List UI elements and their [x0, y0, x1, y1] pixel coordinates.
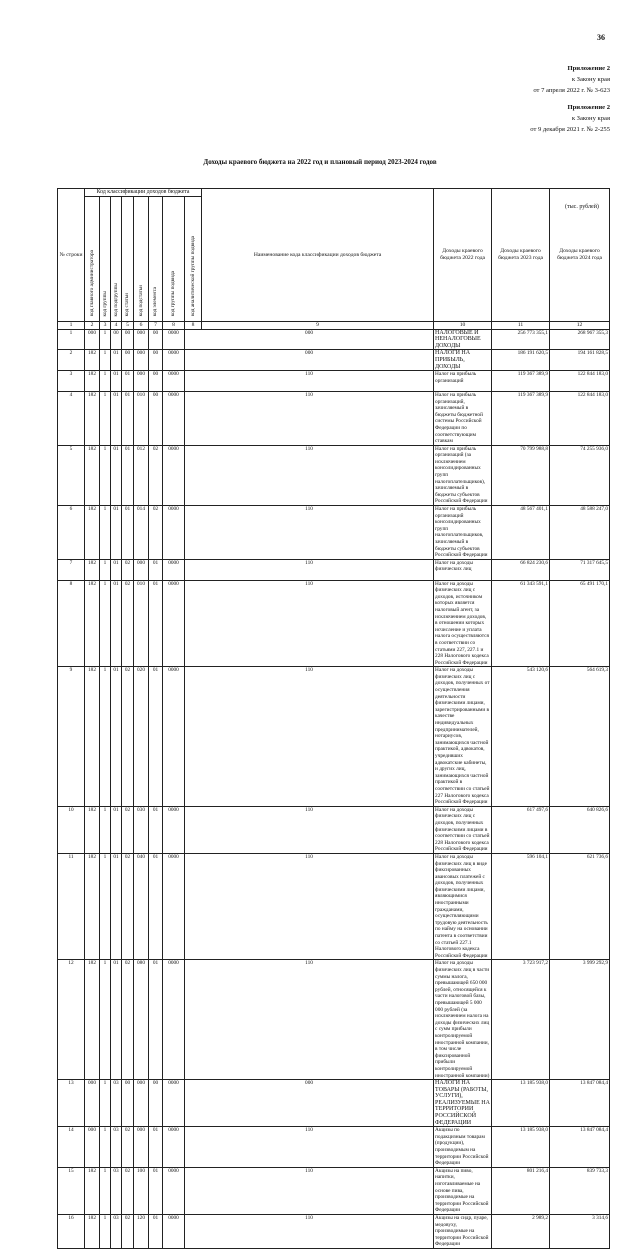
- column-number: 7: [149, 321, 163, 329]
- header-code-col: код группы: [100, 196, 111, 321]
- value-2022: 2 989,2: [492, 1214, 550, 1248]
- code-cell: 110: [185, 580, 434, 667]
- table-row: [58, 667, 610, 806]
- appendix-title: Приложение 2: [567, 104, 610, 111]
- code-cell: 1: [100, 506, 111, 560]
- income-name: НАЛОГИ НА ТОВАРЫ (РАБОТЫ, УСЛУГИ), РЕАЛИЗУЕМЫЕ НА ТЕРРИТОРИИ РОССИЙСКОЙ ФЕДЕРАЦИИ: [435, 1080, 490, 1126]
- code-cell: 02: [149, 445, 163, 505]
- row-number: 9: [58, 667, 85, 806]
- income-name: Налог на доходы физических лиц в виде фиксированных авансовых платежей с доходов, полученных физическими лицами, являющимися иностранными гражданами, осуществляющими трудовую деятельность по найму на основании патента в соответствии со статьей 227.1 Налогового кодекса Российской Федерации: [434, 853, 492, 960]
- code-cell: 0000: [163, 1167, 185, 1214]
- income-name: Налог на доходы физических лиц с доходов, источником которых является налоговый агент, за исключением доходов, в отношении которых исчисление и уплата налога осуществляются в соответствии со статьями 227, 227.1 и 228 Налогового кодекса Российской Федерации: [434, 580, 492, 667]
- header-code-group: Код классификации доходов бюджета: [85, 189, 202, 197]
- header-2024: Доходы краевого бюджета 2024 года: [550, 189, 610, 322]
- code-cell: 000: [185, 350, 434, 371]
- value-2023: 839 733,3: [550, 1167, 610, 1214]
- code-cell: 1: [100, 559, 111, 580]
- code-cell: 01: [111, 806, 122, 853]
- code-cell: 110: [185, 806, 434, 853]
- code-cell: 00: [149, 371, 163, 392]
- code-cell: 00: [122, 329, 134, 350]
- code-cell: 01: [149, 667, 163, 806]
- column-number: 5: [122, 321, 134, 329]
- table-row: [58, 506, 610, 560]
- code-cell: 03: [111, 1127, 122, 1168]
- income-name: Налог на прибыль организаций консолидированных групп налогоплательщиков, зачисляемый в бюджеты субъектов Российской Федерации: [434, 506, 492, 560]
- value-2022: 186 191 620,5: [492, 350, 550, 371]
- column-number: 12: [550, 321, 610, 329]
- value-2022: 119 367 389,9: [492, 391, 550, 445]
- code-cell: 01: [149, 960, 163, 1080]
- code-cell: 01: [149, 559, 163, 580]
- code-cell: 02: [122, 853, 134, 960]
- appendix-line: к Закону края: [571, 115, 610, 122]
- code-cell: 110: [185, 506, 434, 560]
- value-2022: 61 343 591,1: [492, 580, 550, 667]
- code-cell: 100: [134, 1167, 149, 1214]
- table-row: [58, 580, 610, 667]
- code-cell: 02: [122, 667, 134, 806]
- code-cell: 182: [85, 1214, 100, 1248]
- code-cell: 110: [185, 667, 434, 806]
- value-2023: 13 847 084,4: [550, 1127, 610, 1168]
- value-2023: 268 967 355,3: [550, 329, 610, 350]
- code-cell: 1: [100, 667, 111, 806]
- column-number: 6: [134, 321, 149, 329]
- header-2022: Доходы краевого бюджета 2022 года: [434, 189, 492, 322]
- code-cell: 1: [100, 853, 111, 960]
- code-cell: 01: [122, 506, 134, 560]
- income-name: НАЛОГИ НА ПРИБЫЛЬ, ДОХОДЫ: [434, 350, 492, 371]
- header-code-col: код элемента: [149, 196, 163, 321]
- code-cell: 182: [85, 445, 100, 505]
- value-2022: 256 773 355,1: [492, 329, 550, 350]
- code-cell: 02: [122, 960, 134, 1080]
- table-row: [58, 1214, 610, 1248]
- code-cell: 0000: [163, 506, 185, 560]
- code-cell: 01: [149, 580, 163, 667]
- code-cell: 01: [122, 445, 134, 505]
- code-cell: 182: [85, 580, 100, 667]
- code-cell: 03: [111, 1214, 122, 1248]
- code-cell: 01: [149, 1167, 163, 1214]
- code-cell: 1: [100, 1127, 111, 1168]
- code-cell: 010: [134, 580, 149, 667]
- appendix-original: [530, 102, 610, 135]
- table-row: [58, 806, 610, 853]
- column-number: 8: [163, 321, 185, 329]
- code-cell: 182: [85, 559, 100, 580]
- header-row-number: № строки: [58, 189, 85, 322]
- column-number: 9: [202, 321, 434, 329]
- value-2023: 65 491 170,1: [550, 580, 610, 667]
- value-2022: 13 185 938,0: [492, 1127, 550, 1168]
- column-number: 4: [111, 321, 122, 329]
- code-cell: 1: [100, 1214, 111, 1248]
- table-row: [58, 371, 610, 392]
- code-cell: 01: [149, 853, 163, 960]
- code-cell: 0000: [163, 445, 185, 505]
- code-cell: 110: [185, 391, 434, 445]
- value-2023: 194 161 828,5: [550, 350, 610, 371]
- code-cell: 000: [134, 329, 149, 350]
- value-2022: 70 799 988,8: [492, 445, 550, 505]
- table-row: [58, 1167, 610, 1214]
- value-2022: 801 216,4: [492, 1167, 550, 1214]
- code-cell: 03: [111, 1167, 122, 1214]
- code-cell: 00: [149, 1080, 163, 1127]
- appendix-line: от 7 апреля 2022 г. № 3-623: [533, 87, 610, 94]
- value-2023: 640 826,6: [550, 806, 610, 853]
- code-cell: 1: [100, 371, 111, 392]
- code-cell: 01: [111, 667, 122, 806]
- code-cell: 0000: [163, 1127, 185, 1168]
- code-cell: 1: [100, 1080, 111, 1127]
- value-2023: 13 847 084,4: [550, 1080, 610, 1127]
- table-row: [58, 559, 610, 580]
- code-cell: 02: [122, 580, 134, 667]
- header-2023: Доходы краевого бюджета 2023 года: [492, 189, 550, 322]
- value-2022: 119 367 389,9: [492, 371, 550, 392]
- header-code-col: код статьи: [122, 196, 134, 321]
- code-cell: 01: [111, 371, 122, 392]
- code-cell: 01: [111, 445, 122, 505]
- code-cell: 000: [134, 1080, 149, 1127]
- header-code-col: код группы подвида: [163, 196, 185, 321]
- value-2022: 543 120,6: [492, 667, 550, 806]
- table-row: [58, 350, 610, 371]
- code-cell: 110: [185, 1167, 434, 1214]
- row-number: 2: [58, 350, 85, 371]
- code-cell: 182: [85, 853, 100, 960]
- code-cell: 0000: [163, 853, 185, 960]
- code-cell: 01: [111, 580, 122, 667]
- code-cell: 01: [111, 853, 122, 960]
- income-name: Налог на доходы физических лиц в части суммы налога, превышающей 650 000 рублей, относящейся к части налоговой базы, превышающей 5 000 000 рублей (за исключением налога на доходы физических лиц с сумм прибыли контролируемой иностранной компании, в том числе фиксированной прибыли контролируемой иностранной компании): [434, 960, 492, 1080]
- code-cell: 01: [122, 391, 134, 445]
- column-number: 11: [492, 321, 550, 329]
- value-2022: 3 723 917,2: [492, 960, 550, 1080]
- table-row: [58, 329, 610, 350]
- code-cell: 02: [122, 1127, 134, 1168]
- code-cell: 182: [85, 371, 100, 392]
- code-cell: 01: [149, 1214, 163, 1248]
- code-cell: 0000: [163, 1080, 185, 1127]
- income-name: Акцизы по подакцизным товарам (продукции), производимым на территории Российской Федерации: [434, 1127, 492, 1168]
- code-cell: 182: [85, 350, 100, 371]
- code-cell: 182: [85, 506, 100, 560]
- row-number: 6: [58, 506, 85, 560]
- code-cell: 1: [100, 329, 111, 350]
- value-2023: 564 619,3: [550, 667, 610, 806]
- table-row: [58, 853, 610, 960]
- code-cell: 0000: [163, 960, 185, 1080]
- page-number: 36: [597, 33, 605, 42]
- income-name: Налог на прибыль организаций: [434, 371, 492, 392]
- appendix-line: к Закону края: [571, 76, 610, 83]
- code-cell: 00: [149, 391, 163, 445]
- row-number: 13: [58, 1080, 85, 1127]
- row-number: 1: [58, 329, 85, 350]
- value-2023: 621 736,6: [550, 853, 610, 960]
- code-cell: 182: [85, 1167, 100, 1214]
- code-cell: 00: [149, 329, 163, 350]
- row-number: 4: [58, 391, 85, 445]
- table-row: [58, 1127, 610, 1168]
- units-label: (тыс. рублей): [565, 204, 599, 210]
- code-cell: 1: [100, 391, 111, 445]
- header-code-col: код подгруппы: [111, 196, 122, 321]
- income-name: Налог на прибыль организаций (за исключением консолидированных групп налогоплательщиков), зачисляемый в бюджеты субъектов Российской Федерации: [434, 445, 492, 505]
- code-cell: 1: [100, 350, 111, 371]
- code-cell: 00: [122, 350, 134, 371]
- code-cell: 020: [134, 667, 149, 806]
- code-cell: 000: [134, 559, 149, 580]
- income-name: Акцизы на сидр, пуаре, медовуху, производимые на территории Российской Федерации: [434, 1214, 492, 1248]
- code-cell: 182: [85, 391, 100, 445]
- income-name: Налог на прибыль организаций, зачисляемый в бюджеты бюджетной системы Российской Федерации по соответствующим ставкам: [434, 391, 492, 445]
- code-cell: 00: [122, 1080, 134, 1127]
- income-name: НАЛОГОВЫЕ И НЕНАЛОГОВЫЕ ДОХОДЫ: [434, 329, 492, 350]
- column-number: 2: [85, 321, 100, 329]
- column-numbers-row: [58, 321, 610, 329]
- code-cell: 110: [185, 371, 434, 392]
- appendix-line: от 9 декабря 2021 г. № 2-255: [530, 126, 610, 133]
- code-cell: 000: [85, 1080, 100, 1127]
- value-2022: 66 824 230,6: [492, 559, 550, 580]
- code-cell: 01: [122, 371, 134, 392]
- code-cell: 110: [185, 1127, 434, 1168]
- row-number: 16: [58, 1214, 85, 1248]
- table-row: [58, 1080, 610, 1127]
- appendix-title: Приложение 2: [567, 65, 610, 72]
- code-cell: 000: [134, 350, 149, 371]
- code-cell: 0000: [163, 559, 185, 580]
- value-2022: 13 185 938,0: [492, 1080, 550, 1127]
- header-code-col: код главного администратора: [85, 196, 100, 321]
- code-cell: 01: [111, 960, 122, 1080]
- column-number: 10: [434, 321, 492, 329]
- appendix-current: [533, 63, 610, 96]
- code-cell: 0000: [163, 667, 185, 806]
- header-code-col: код подстатьи: [134, 196, 149, 321]
- code-cell: 1: [100, 580, 111, 667]
- code-cell: 03: [111, 1080, 122, 1127]
- code-cell: 000: [185, 329, 434, 350]
- code-cell: 0000: [163, 580, 185, 667]
- code-cell: 000: [85, 1127, 100, 1168]
- value-2022: 617 497,6: [492, 806, 550, 853]
- code-cell: 000: [134, 371, 149, 392]
- code-cell: 120: [134, 1214, 149, 1248]
- code-cell: 000: [134, 1127, 149, 1168]
- value-2023: 71 317 645,5: [550, 559, 610, 580]
- header-code-col: код аналитической группы подвида: [185, 196, 202, 321]
- code-cell: 0000: [163, 391, 185, 445]
- document-title: Доходы краевого бюджета на 2022 год и плановый период 2023-2024 годов: [203, 158, 437, 166]
- code-cell: 1: [100, 445, 111, 505]
- value-2022: 48 567 401,1: [492, 506, 550, 560]
- row-number: 3: [58, 371, 85, 392]
- code-cell: 02: [149, 506, 163, 560]
- code-cell: 1: [100, 1167, 111, 1214]
- code-cell: 182: [85, 960, 100, 1080]
- code-cell: 02: [122, 559, 134, 580]
- code-cell: 02: [122, 1167, 134, 1214]
- revenue-table: [57, 188, 610, 1249]
- row-number: 8: [58, 580, 85, 667]
- code-cell: 040: [134, 853, 149, 960]
- code-cell: 01: [111, 559, 122, 580]
- code-cell: 0000: [163, 350, 185, 371]
- value-2023: 74 255 936,0: [550, 445, 610, 505]
- column-number: 1: [58, 321, 85, 329]
- column-number: 3: [100, 321, 111, 329]
- code-cell: 01: [111, 506, 122, 560]
- code-cell: 01: [149, 1127, 163, 1168]
- code-cell: 110: [185, 445, 434, 505]
- code-cell: 110: [185, 853, 434, 960]
- code-cell: 00: [111, 329, 122, 350]
- code-cell: 110: [185, 559, 434, 580]
- income-name: Акцизы на пиво, напитки, изготавливаемые на основе пива, производимые на территории Российской Федерации: [434, 1167, 492, 1214]
- value-2023: 3 314,6: [550, 1214, 610, 1248]
- code-cell: 080: [134, 960, 149, 1080]
- row-number: 11: [58, 853, 85, 960]
- code-cell: 01: [149, 806, 163, 853]
- code-cell: 0000: [163, 329, 185, 350]
- code-cell: 00: [149, 350, 163, 371]
- row-number: 14: [58, 1127, 85, 1168]
- code-cell: 014: [134, 506, 149, 560]
- row-number: 10: [58, 806, 85, 853]
- value-2023: 122 844 183,0: [550, 391, 610, 445]
- code-cell: 0000: [163, 1214, 185, 1248]
- code-cell: 000: [85, 329, 100, 350]
- value-2023: 3 999 292,9: [550, 960, 610, 1080]
- income-name: Налог на доходы физических лиц: [434, 559, 492, 580]
- income-name: Налог на доходы физических лиц с доходов, полученных от осуществления деятельности физическими лицами, зарегистрированными в качестве индивидуальных предпринимателей, нотариусов, занимающихся частной практикой, адвокатов, учредивших адвокатские кабинеты, и других лиц, занимающихся частной практикой в соответствии со статьей 227 Налогового кодекса Российской Федерации: [434, 667, 492, 806]
- income-name: Налог на доходы физических лиц с доходов, полученных физическими лицами в соответствии со статьей 228 Налогового кодекса Российской Федерации: [434, 806, 492, 853]
- code-cell: 0000: [163, 371, 185, 392]
- value-2023: 48 588 247,0: [550, 506, 610, 560]
- code-cell: 1: [100, 960, 111, 1080]
- code-cell: 000: [185, 1080, 434, 1127]
- column-number: 8: [185, 321, 202, 329]
- code-cell: 030: [134, 806, 149, 853]
- row-number: 15: [58, 1167, 85, 1214]
- code-cell: 02: [122, 806, 134, 853]
- header-name: Наименование кода классификации доходов бюджета: [202, 189, 434, 322]
- code-cell: 010: [134, 391, 149, 445]
- value-2022: 596 104,1: [492, 853, 550, 960]
- table-row: [58, 391, 610, 445]
- row-number: 7: [58, 559, 85, 580]
- code-cell: 110: [185, 960, 434, 1080]
- code-cell: 01: [111, 391, 122, 445]
- code-cell: 0000: [163, 806, 185, 853]
- code-cell: 110: [185, 1214, 434, 1248]
- code-cell: 012: [134, 445, 149, 505]
- row-number: 12: [58, 960, 85, 1080]
- row-number: 5: [58, 445, 85, 505]
- code-cell: 182: [85, 806, 100, 853]
- table-row: [58, 445, 610, 505]
- code-cell: 01: [111, 350, 122, 371]
- code-cell: 02: [122, 1214, 134, 1248]
- code-cell: 1: [100, 806, 111, 853]
- code-cell: 182: [85, 667, 100, 806]
- value-2023: 122 844 183,0: [550, 371, 610, 392]
- table-row: [58, 960, 610, 1080]
